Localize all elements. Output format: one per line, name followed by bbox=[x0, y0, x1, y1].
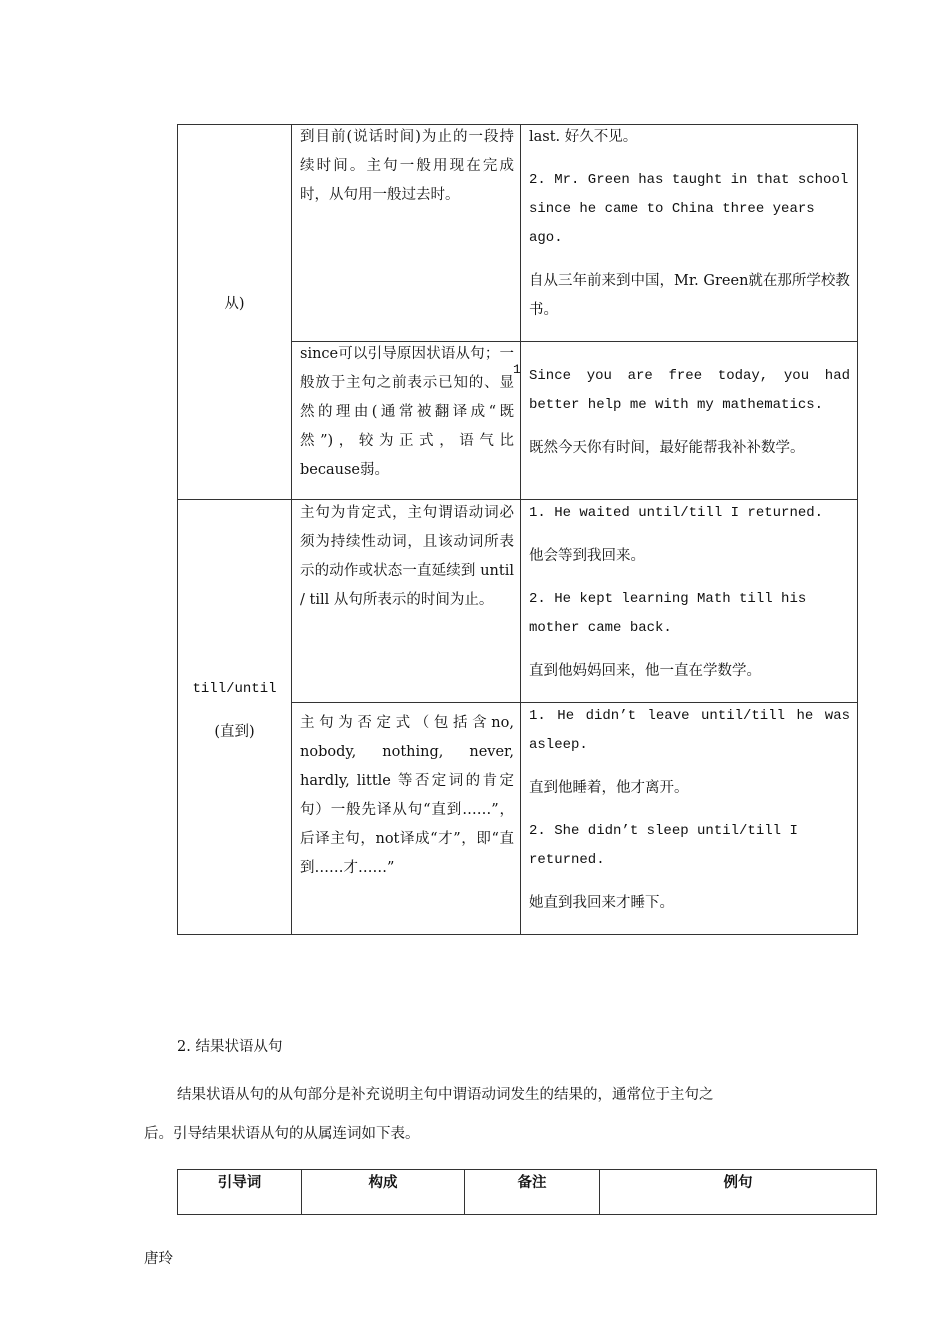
example-translation: 她直到我回来才睡下。 bbox=[529, 895, 674, 911]
example-translation: 直到他妈妈回来，他一直在学数学。 bbox=[529, 663, 761, 679]
footer-author bbox=[144, 1248, 173, 1270]
example-marker bbox=[513, 362, 523, 378]
heading-text: 2. 结果状语从句 bbox=[177, 1039, 283, 1055]
conjunction-label: 从) bbox=[224, 296, 245, 312]
description-text: 到目前(说话时间)为止的一段持续时间。主句一般用现在完成时，从句用一般过去时。 bbox=[300, 129, 514, 203]
section-heading bbox=[177, 1036, 282, 1058]
usage-description bbox=[300, 709, 514, 883]
description-text: 主句为肯定式，主句谓语动词必须为持续性动词，且该动词所表示的动作或状态一直延续到 until / till 从句所表示的时间为止。 bbox=[300, 505, 514, 608]
column-header-examples: 例句 bbox=[723, 1175, 753, 1191]
example-sentence: 2. Mr. Green has taught in that school since he came to China three years ago. bbox=[529, 172, 849, 246]
section-paragraph-line bbox=[177, 1083, 714, 1107]
marker-text: 1 bbox=[513, 362, 521, 377]
paragraph-text: 结果状语从句的从句部分是补充说明主句中谓语动词发生的结果的，通常位于主句之 bbox=[177, 1087, 714, 1103]
example-cell bbox=[529, 499, 850, 700]
example-cell bbox=[529, 362, 850, 477]
till-conjunction-cell bbox=[178, 668, 291, 754]
example-cell bbox=[529, 702, 850, 932]
description-text: 主句为否定式（包括含no, nobody, nothing, never, hardly, little 等否定词的肯定句）一般先译从句“直到……”，后译主句，not译成“才”，即“直到……才……” bbox=[300, 715, 514, 876]
example-sentence: 1. He didn’t leave until/till he was asleep. bbox=[529, 708, 850, 753]
example-translation: 既然今天你有时间，最好能帮我补补数学。 bbox=[529, 440, 805, 456]
usage-description bbox=[300, 499, 514, 615]
example-translation: 自从三年前来到中国，Mr. Green就在那所学校教书。 bbox=[529, 273, 850, 318]
paragraph-text: 后。引导结果状语从句的从属连词如下表。 bbox=[144, 1126, 420, 1142]
table-divider bbox=[520, 124, 521, 935]
example-sentence: 2. She didn’t sleep until/till I returned. bbox=[529, 823, 798, 868]
example-line: last. 好久不见。 bbox=[529, 129, 638, 145]
table-divider bbox=[291, 124, 292, 935]
example-sentence: Since you are free today, you had better help me with my mathematics. bbox=[529, 368, 850, 413]
description-text: since可以引导原因状语从句；一般放于主句之前表示已知的、显然的理由(通常被翻译成“既然”)，较为正式，语气比because弱。 bbox=[300, 346, 514, 478]
example-sentence: 1. He waited until/till I returned. bbox=[529, 505, 824, 521]
since-conjunction-cell bbox=[178, 290, 291, 319]
conjunction-meaning: (直到) bbox=[214, 724, 255, 740]
column-header-notes: 备注 bbox=[517, 1175, 547, 1191]
usage-description bbox=[300, 123, 514, 210]
conjunction-label: till/until bbox=[192, 681, 277, 697]
section-paragraph-line bbox=[144, 1122, 420, 1146]
column-header-structure: 构成 bbox=[368, 1175, 398, 1191]
example-translation: 他会等到我回来。 bbox=[529, 548, 645, 564]
example-translation: 直到他睡着，他才离开。 bbox=[529, 780, 689, 796]
column-header-introducer: 引导词 bbox=[217, 1175, 262, 1191]
example-sentence: 2. He kept learning Math till his mother came back. bbox=[529, 591, 807, 636]
author-name: 唐玲 bbox=[144, 1251, 173, 1267]
usage-description bbox=[300, 340, 514, 485]
example-cell bbox=[529, 123, 850, 339]
